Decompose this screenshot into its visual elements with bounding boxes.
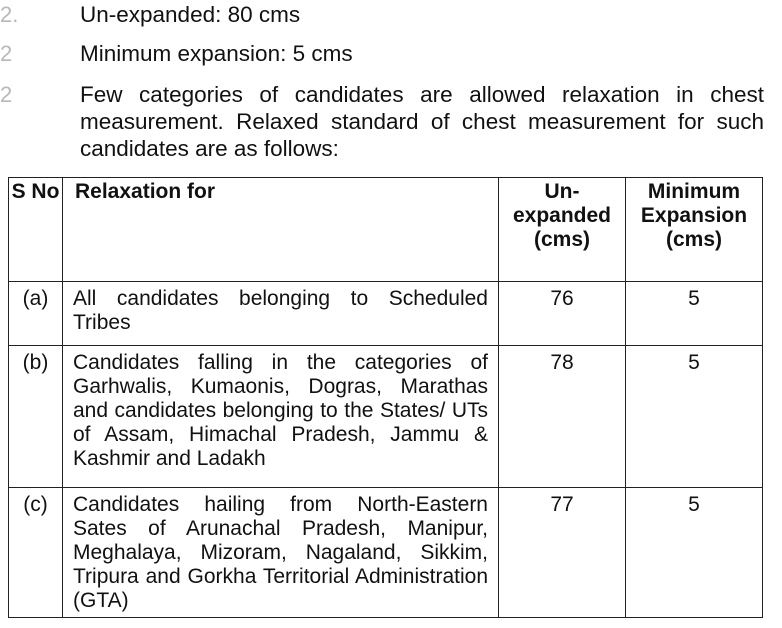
header-minimum-expansion: Minimum Expansion (cms) bbox=[626, 178, 763, 282]
row-minimum-expansion: 5 bbox=[626, 488, 763, 618]
row-minimum-expansion: 5 bbox=[626, 282, 763, 346]
table-row bbox=[9, 488, 763, 618]
row-relaxation-for: All candidates belonging to Scheduled Tribes bbox=[63, 282, 499, 346]
unexpanded-standard-text: Un-expanded: 80 cms bbox=[80, 2, 301, 27]
row-relaxation-for: Candidates falling in the categories of Garhwalis, Kumaonis, Dogras, Marathas and candidates belonging to the States/ UTs of Assam, Himachal Pradesh, Jammu & Kashmir and Ladakh bbox=[63, 346, 499, 488]
minimum-expansion-text: Minimum expansion: 5 cms bbox=[80, 41, 353, 66]
relaxation-intro-paragraph: Few categories of candidates are allowed relaxation in chest measurement. Relaxed standard of chest measurement for such candidates are as follows: bbox=[80, 82, 764, 161]
row-sno: (a) bbox=[9, 282, 63, 346]
header-unexpanded: Un-expanded (cms) bbox=[499, 178, 626, 282]
row-sno: (c) bbox=[9, 488, 63, 618]
margin-marker: 2. bbox=[0, 2, 19, 27]
header-sno: S No bbox=[9, 178, 63, 282]
row-unexpanded: 77 bbox=[499, 488, 626, 618]
row-unexpanded: 76 bbox=[499, 282, 626, 346]
table-row bbox=[9, 346, 763, 488]
margin-marker: 2 bbox=[0, 41, 13, 66]
header-relaxation-for: Relaxation for bbox=[63, 178, 499, 282]
row-unexpanded: 78 bbox=[499, 346, 626, 488]
margin-marker: 2 bbox=[0, 82, 13, 107]
chest-relaxation-table bbox=[8, 177, 763, 618]
table-header-row bbox=[9, 178, 763, 282]
row-sno: (b) bbox=[9, 346, 63, 488]
row-relaxation-for: Candidates hailing from North-Eastern Sates of Arunachal Pradesh, Manipur, Meghalaya, Mizoram, Nagaland, Sikkim, Tripura and Gorkha Territorial Administration (GTA) bbox=[63, 488, 499, 618]
row-minimum-expansion: 5 bbox=[626, 346, 763, 488]
table-row bbox=[9, 282, 763, 346]
